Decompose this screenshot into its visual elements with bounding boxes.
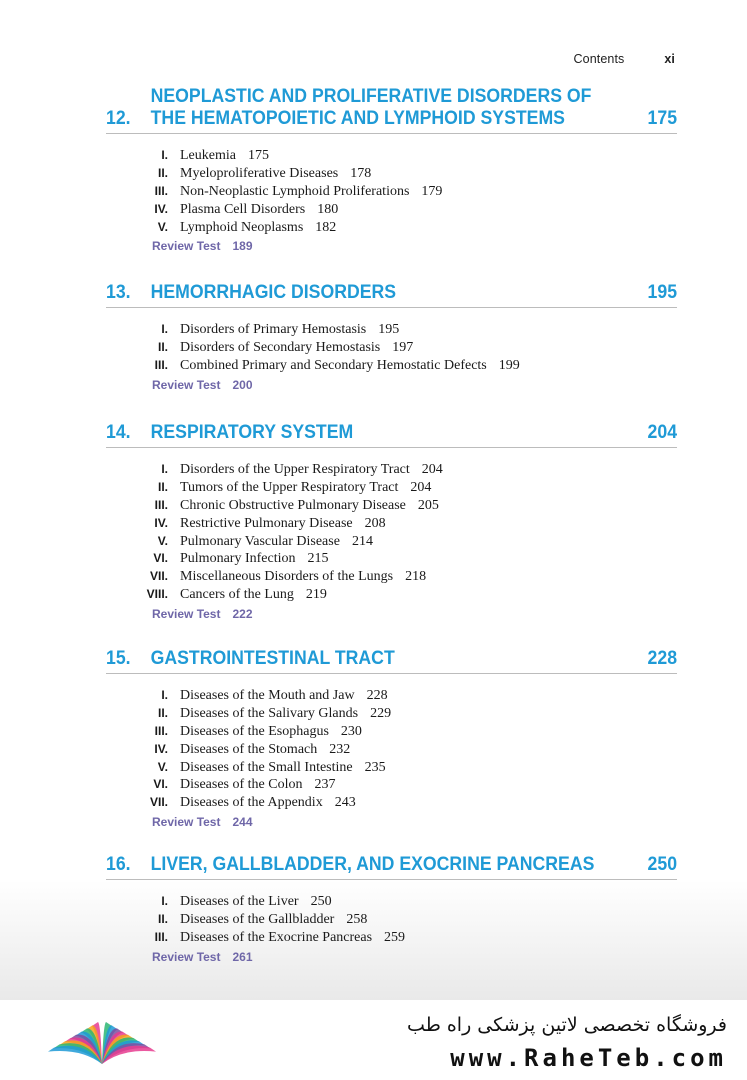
chapter-number: 14.	[106, 422, 131, 443]
section-number: I.	[161, 462, 168, 476]
chapter-title-line: RESPIRATORY SYSTEM	[150, 422, 354, 443]
section-page-number: 175	[247, 148, 269, 163]
chapter-entry	[106, 854, 677, 965]
chapter-heading[interactable]	[106, 648, 677, 674]
section-number: IV.	[154, 515, 168, 530]
section-entry[interactable]	[106, 568, 677, 586]
section-entry[interactable]	[106, 911, 677, 929]
section-entry[interactable]	[106, 586, 677, 604]
section-entry[interactable]	[106, 687, 677, 705]
section-entry[interactable]	[106, 776, 677, 794]
section-page-number: 250	[310, 894, 332, 909]
section-list	[106, 893, 677, 947]
section-number: II.	[157, 911, 168, 926]
section-entry[interactable]	[106, 461, 677, 479]
section-page-number: 205	[417, 497, 439, 513]
chapter-title-line: THE HEMATOPOIETIC AND LYMPHOID SYSTEMS	[150, 108, 565, 129]
section-number: II.	[157, 165, 168, 180]
section-page-number: 215	[307, 551, 329, 567]
section-page-number: 182	[315, 219, 337, 235]
section-title: Diseases of the Esophagus	[180, 723, 329, 739]
chapter-page-number: 204	[647, 422, 678, 443]
section-title: Diseases of the Liver	[180, 894, 299, 909]
chapter-number: 13.	[106, 282, 131, 303]
section-number: VI.	[153, 551, 168, 566]
section-title: Myeloproliferative Diseases	[180, 165, 339, 181]
section-page-number: 259	[384, 929, 406, 945]
review-test-entry[interactable]	[152, 606, 677, 622]
section-number: V.	[157, 759, 168, 774]
section-list	[106, 687, 677, 812]
section-number: I.	[161, 688, 168, 702]
section-entry[interactable]	[106, 705, 677, 723]
section-number: II.	[157, 339, 168, 354]
review-test-entry[interactable]	[152, 238, 677, 254]
chapter-entry	[106, 86, 677, 254]
section-title: Disorders of the Upper Respiratory Tract	[180, 462, 410, 477]
chapter-page-number: 195	[647, 282, 678, 303]
review-test-page-number: 244	[232, 815, 253, 830]
section-page-number: 214	[351, 533, 373, 549]
section-title: Diseases of the Appendix	[180, 795, 323, 811]
section-title: Diseases of the Small Intestine	[180, 759, 353, 775]
review-test-label: Review Test	[152, 815, 221, 830]
section-title: Diseases of the Exocrine Pancreas	[180, 929, 373, 945]
chapter-title	[151, 854, 648, 876]
section-page-number: 197	[392, 339, 414, 355]
section-title: Disorders of Secondary Hemostasis	[180, 339, 381, 355]
section-list	[106, 321, 677, 375]
section-entry[interactable]	[106, 794, 677, 812]
section-number: I.	[161, 148, 168, 162]
section-number: III.	[154, 357, 168, 372]
chapter-number: 16.	[106, 854, 131, 875]
section-number: VIII.	[146, 587, 168, 602]
review-test-entry[interactable]	[152, 377, 677, 393]
section-title: Pulmonary Infection	[180, 551, 296, 567]
section-entry[interactable]	[106, 165, 677, 183]
section-page-number: 258	[346, 911, 368, 927]
review-test-page-number: 261	[232, 949, 253, 964]
chapter-title-line: GASTROINTESTINAL TRACT	[150, 648, 395, 669]
chapter-heading[interactable]	[106, 854, 677, 880]
section-title: Disorders of Primary Hemostasis	[180, 322, 367, 337]
section-number: II.	[157, 705, 168, 720]
chapter-entry	[106, 648, 677, 830]
section-number: I.	[161, 894, 168, 908]
section-number: III.	[154, 497, 168, 512]
section-title: Tumors of the Upper Respiratory Tract	[180, 479, 399, 495]
section-title: Pulmonary Vascular Disease	[180, 533, 340, 549]
section-page-number: 208	[364, 515, 386, 531]
section-list	[106, 147, 677, 236]
review-test-page-number: 189	[232, 239, 253, 254]
running-head-label: Contents	[573, 52, 625, 66]
chapter-title	[151, 282, 648, 304]
section-entry[interactable]	[106, 201, 677, 219]
section-entry[interactable]	[106, 339, 677, 357]
running-head	[574, 52, 675, 66]
section-entry[interactable]	[106, 183, 677, 201]
chapter-entry	[106, 422, 677, 622]
section-number: IV.	[154, 201, 168, 216]
section-entry[interactable]	[106, 893, 677, 911]
section-title: Plasma Cell Disorders	[180, 201, 306, 217]
chapter-page-number: 228	[647, 648, 678, 669]
section-entry[interactable]	[106, 741, 677, 759]
section-title: Lymphoid Neoplasms	[180, 219, 304, 235]
section-number: IV.	[154, 741, 168, 756]
shop-url[interactable]: www.RaheTeb.com	[450, 1044, 727, 1072]
review-test-label: Review Test	[152, 239, 221, 254]
section-page-number: 179	[421, 183, 443, 199]
section-entry[interactable]	[106, 759, 677, 777]
review-test-entry[interactable]	[152, 814, 677, 830]
open-book-logo-icon	[40, 1008, 164, 1072]
section-number: V.	[157, 219, 168, 234]
section-number: III.	[154, 929, 168, 944]
section-entry[interactable]	[106, 533, 677, 551]
section-entry[interactable]	[106, 550, 677, 568]
section-page-number: 230	[340, 723, 362, 739]
chapter-heading[interactable]	[106, 86, 677, 134]
section-number: VII.	[149, 795, 168, 810]
section-title: Leukemia	[180, 148, 236, 163]
section-page-number: 204	[421, 462, 443, 477]
review-test-entry[interactable]	[152, 949, 677, 965]
chapter-title-line: HEMORRHAGIC DISORDERS	[150, 282, 397, 303]
section-title: Restrictive Pulmonary Disease	[180, 515, 353, 531]
section-entry[interactable]	[106, 219, 677, 237]
page-folio: xi	[664, 52, 675, 66]
shop-name: فروشگاه تخصصی لاتین پزشکی راه طب	[407, 1014, 727, 1036]
section-page-number: 178	[350, 165, 372, 181]
section-page-number: 180	[317, 201, 339, 217]
review-test-page-number: 200	[232, 377, 253, 392]
section-number: I.	[161, 322, 168, 336]
section-title: Diseases of the Mouth and Jaw	[180, 688, 355, 703]
chapter-entry	[106, 282, 677, 393]
section-page-number: 237	[314, 777, 336, 793]
section-page-number: 228	[366, 688, 388, 703]
chapter-title-line: NEOPLASTIC AND PROLIFERATIVE DISORDERS OF	[150, 86, 592, 107]
chapter-number: 12.	[106, 108, 131, 129]
section-title: Cancers of the Lung	[180, 587, 294, 603]
section-title: Miscellaneous Disorders of the Lungs	[180, 569, 394, 585]
section-number: III.	[154, 723, 168, 738]
section-list	[106, 461, 677, 604]
section-page-number: 199	[498, 357, 520, 373]
section-page-number: 204	[410, 479, 432, 495]
chapter-page-number: 175	[647, 108, 678, 129]
section-page-number: 195	[378, 322, 400, 337]
section-number: VII.	[149, 569, 168, 584]
section-number: VI.	[153, 777, 168, 792]
section-title: Chronic Obstructive Pulmonary Disease	[180, 497, 406, 513]
review-test-label: Review Test	[152, 607, 221, 622]
section-page-number: 243	[334, 795, 356, 811]
section-entry[interactable]	[106, 147, 677, 165]
chapter-title	[151, 86, 648, 130]
section-title: Combined Primary and Secondary Hemostatic Defects	[180, 357, 487, 373]
section-title: Diseases of the Stomach	[180, 741, 318, 757]
section-entry[interactable]	[106, 723, 677, 741]
section-page-number: 229	[370, 705, 392, 721]
section-entry[interactable]	[106, 497, 677, 515]
section-page-number: 218	[405, 569, 427, 585]
chapter-title	[151, 422, 648, 444]
chapter-number: 15.	[106, 648, 131, 669]
review-test-label: Review Test	[152, 949, 221, 964]
section-number: III.	[154, 183, 168, 198]
section-title: Diseases of the Salivary Glands	[180, 705, 359, 721]
section-title: Diseases of the Colon	[180, 777, 303, 793]
review-test-page-number: 222	[232, 607, 253, 622]
section-number: II.	[157, 479, 168, 494]
chapter-heading[interactable]	[106, 422, 677, 448]
section-entry[interactable]	[106, 321, 677, 339]
chapter-title	[151, 648, 648, 670]
section-entry[interactable]	[106, 357, 677, 375]
section-page-number: 232	[329, 741, 351, 757]
chapter-title-line: LIVER, GALLBLADDER, AND EXOCRINE PANCREAS	[150, 854, 595, 875]
section-title: Diseases of the Gallbladder	[180, 911, 335, 927]
shop-footer	[0, 1000, 747, 1080]
section-page-number: 219	[305, 587, 327, 603]
chapter-page-number: 250	[647, 854, 678, 875]
review-test-label: Review Test	[152, 377, 221, 392]
section-entry[interactable]	[106, 929, 677, 947]
section-entry[interactable]	[106, 515, 677, 533]
section-number: V.	[157, 533, 168, 548]
section-page-number: 235	[364, 759, 386, 775]
section-entry[interactable]	[106, 479, 677, 497]
chapter-heading[interactable]	[106, 282, 677, 308]
section-title: Non-Neoplastic Lymphoid Proliferations	[180, 183, 410, 199]
